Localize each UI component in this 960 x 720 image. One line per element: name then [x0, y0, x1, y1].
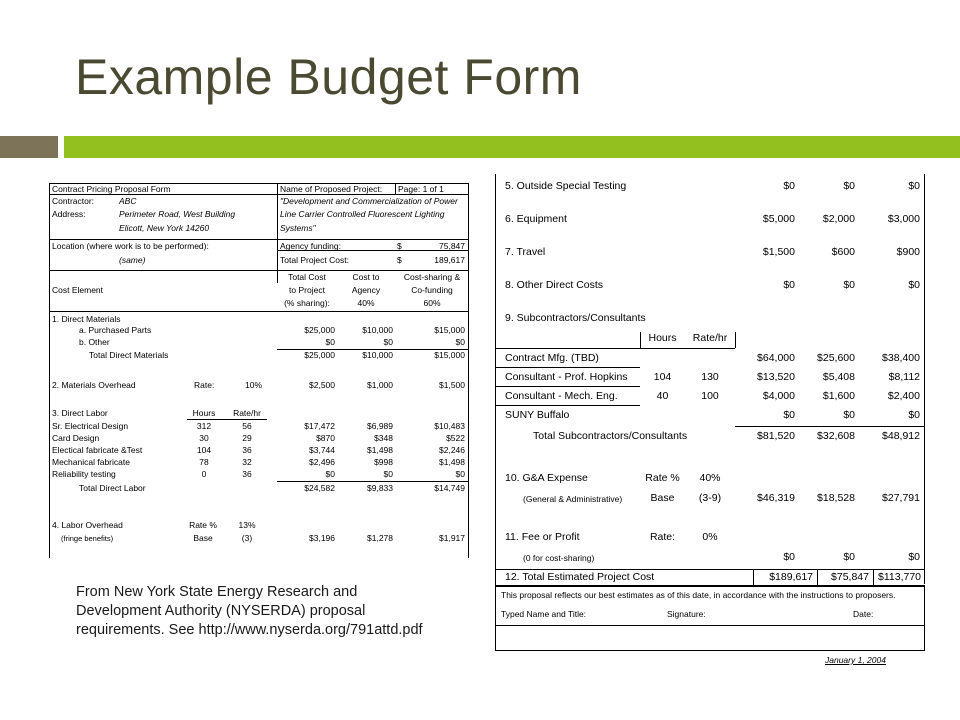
- materials-overhead-total: $2,500: [309, 380, 335, 390]
- cost-row-label: 8. Other Direct Costs: [505, 279, 604, 291]
- direct-labor-row-rate: 36: [242, 469, 252, 479]
- cost-row-total: $5,000: [762, 213, 795, 225]
- form-rule: [49, 311, 469, 312]
- materials-overhead-rate-label: Rate:: [194, 380, 215, 390]
- direct-labor-row-rate: 32: [242, 457, 252, 467]
- subcontractors-total-cofund: $48,912: [882, 430, 920, 442]
- materials-overhead-label: 2. Materials Overhead: [52, 380, 136, 390]
- ga-rate-label: Rate %: [645, 472, 680, 484]
- direct-labor-row-total: $0: [325, 469, 335, 479]
- page-number: Page: 1 of 1: [398, 184, 444, 194]
- direct-materials-row-total: $25,000: [304, 325, 335, 335]
- fee-cofund: $0: [908, 551, 920, 563]
- direct-materials-total-agency: $10,000: [362, 350, 393, 360]
- fee-total: $0: [783, 551, 795, 563]
- subtotal-rule: [735, 426, 925, 427]
- direct-labor-row-cofund: $10,483: [434, 421, 465, 431]
- subcontractor-row-rule: [495, 367, 640, 368]
- labor-overhead-label: 4. Labor Overhead: [52, 520, 123, 530]
- cost-row-cofund: $900: [896, 246, 920, 258]
- direct-labor-row-label: Mechanical fabricate: [52, 457, 130, 467]
- agency-share-percent: 40%: [357, 298, 375, 308]
- labor-header-rule: [187, 419, 267, 420]
- form-border-left: [495, 174, 496, 650]
- footer-border-right: [924, 585, 925, 650]
- direct-labor-row-total: $3,744: [309, 445, 335, 455]
- direct-materials-row-cofund: $15,000: [434, 325, 465, 335]
- direct-labor-row-hours: 312: [196, 421, 212, 431]
- labor-overhead-rate: 13%: [238, 520, 256, 530]
- source-note: [76, 583, 476, 640]
- labor-overhead-base: (3): [241, 533, 253, 543]
- subcontractor-row-rule: [495, 405, 640, 406]
- form-name: Contract Pricing Proposal Form: [52, 184, 171, 194]
- total-bottom-rule: [495, 585, 925, 587]
- direct-labor-row-cofund: $2,246: [439, 445, 465, 455]
- direct-labor-row-agency: $0: [383, 469, 393, 479]
- direct-materials-row-agency: $0: [383, 337, 393, 347]
- budget-form-right: [495, 174, 925, 665]
- subcontractor-row-agency: $0: [843, 409, 855, 421]
- col-header-cost-to: Cost to: [352, 272, 380, 282]
- subcontractor-row-label: Contract Mfg. (TBD): [505, 352, 599, 364]
- col-header-cost-element: Cost Element: [52, 285, 104, 295]
- direct-labor-hours-header: Hours: [192, 408, 216, 418]
- direct-labor-row-rate: 56: [242, 421, 252, 431]
- labor-overhead-sub: (fringe benefits): [61, 534, 114, 543]
- cost-row-agency: $2,000: [822, 213, 855, 225]
- fee-rate-label: Rate:: [649, 531, 676, 543]
- location-value: (same): [119, 255, 146, 265]
- proposal-statement: This proposal reflects our best estimates as of this date, in accordance with the instructions to proposers.: [501, 590, 896, 600]
- direct-materials-row-agency: $10,000: [362, 325, 393, 335]
- direct-labor-row-cofund: $522: [446, 433, 465, 443]
- form-divider-middle: [277, 183, 278, 283]
- direct-labor-row-total: $2,496: [309, 457, 335, 467]
- direct-materials-total-label: Total Direct Materials: [89, 350, 169, 360]
- direct-labor-row-agency: $1,498: [367, 445, 393, 455]
- direct-materials-row-label: a. Purchased Parts: [79, 325, 152, 335]
- cost-row-agency: $600: [831, 246, 855, 258]
- signature-rule: [495, 625, 925, 626]
- typed-name-label: Typed Name and Title:: [501, 609, 587, 619]
- direct-labor-row-hours: 78: [199, 457, 209, 467]
- agency-funding-currency: $: [397, 241, 402, 251]
- project-name-label: Name of Proposed Project:: [280, 184, 383, 194]
- subcontractor-row-rate: 100: [701, 390, 719, 402]
- direct-labor-total: $24,582: [304, 483, 335, 493]
- cost-row-agency: $0: [843, 279, 855, 291]
- col-header-to-project: to Project: [289, 285, 325, 295]
- signature-label: Signature:: [667, 609, 706, 619]
- form-border-right: [924, 174, 925, 584]
- cost-row-label: 7. Travel: [505, 246, 546, 258]
- subcontractors-total: $81,520: [757, 430, 795, 442]
- total-project-cost-currency: $: [397, 255, 402, 265]
- col-header-cost-sharing: Cost-sharing &: [403, 272, 461, 282]
- subcontractor-row-agency: $1,600: [822, 390, 855, 402]
- subcontractor-row-hours: 40: [656, 390, 669, 402]
- cost-row-label: 6. Equipment: [505, 213, 567, 225]
- cost-row-total: $1,500: [762, 246, 795, 258]
- cost-row-total: $0: [783, 180, 795, 192]
- sharing-label: (% sharing):: [284, 298, 330, 308]
- project-name-line-1: "Development and Commercialization of Power: [280, 196, 458, 206]
- total-project-cost-label: Total Project Cost:: [280, 255, 349, 265]
- address-line-2: Elicott, New York 14260: [119, 223, 210, 233]
- direct-labor-total-label: Total Direct Labor: [79, 483, 146, 493]
- subcontractors-total-agency: $32,608: [817, 430, 855, 442]
- materials-overhead-agency: $1,000: [367, 380, 393, 390]
- direct-labor-row-total: $870: [316, 433, 335, 443]
- project-name-line-3: Systems": [280, 223, 316, 233]
- fee-agency: $0: [843, 551, 855, 563]
- subcontractor-row-total: $4,000: [762, 390, 795, 402]
- budget-form-left: [49, 183, 469, 558]
- total-project-cost-value: 189,617: [434, 255, 465, 265]
- subcontractor-row-label: SUNY Buffalo: [505, 409, 570, 421]
- direct-labor-row-cofund: $0: [455, 469, 465, 479]
- slide-title: Example Budget Form: [75, 49, 582, 105]
- subcontractor-row-total: $13,520: [757, 371, 795, 383]
- subcontractors-rate-header: Rate/hr: [692, 332, 728, 344]
- subcontractor-row-total: $0: [783, 409, 795, 421]
- project-name-line-2: Line Carrier Controlled Fluorescent Lighting: [280, 209, 445, 219]
- direct-labor-rate-header: Rate/hr: [233, 408, 261, 418]
- subcontractor-row-rule: [495, 386, 640, 387]
- ga-expense-sub: (General & Administrative): [523, 494, 623, 504]
- fee-label: 11. Fee or Profit: [505, 531, 580, 543]
- total-estimated-cost: $189,617: [769, 571, 813, 583]
- cofund-share-percent: 60%: [423, 298, 441, 308]
- ga-rate: 40%: [699, 472, 721, 484]
- subcontractors-hours-header: Hours: [648, 332, 677, 344]
- fee-rate: 0%: [702, 531, 718, 543]
- form-rule: [49, 239, 469, 240]
- ga-expense-label: 10. G&A Expense: [505, 472, 588, 484]
- total-estimated-cost-cofund: $113,770: [877, 571, 921, 583]
- direct-labor-row-label: Electical fabricate &Test: [52, 445, 143, 455]
- subcontractor-row-cofund: $0: [908, 409, 920, 421]
- cost-row-label: 5. Outside Special Testing: [505, 180, 627, 192]
- ga-base: (3-9): [698, 492, 722, 504]
- ga-cofund: $27,791: [882, 492, 920, 504]
- location-label: Location (where work is to be performed):: [52, 241, 209, 251]
- col-header-agency: Agency: [351, 285, 381, 295]
- labor-overhead-base-label: Base: [193, 533, 213, 543]
- subcontractor-row-cofund: $38,400: [882, 352, 920, 364]
- direct-labor-row-rate: 36: [242, 445, 252, 455]
- grid-line: [735, 332, 736, 348]
- direct-labor-total-agency: $9,833: [367, 483, 393, 493]
- form-divider-page: [395, 183, 396, 194]
- direct-labor-row-rate: 29: [242, 433, 252, 443]
- ga-agency: $18,528: [817, 492, 855, 504]
- cost-row-total: $0: [783, 279, 795, 291]
- subtotal-rule: [277, 481, 469, 482]
- subcontractors-total-label: Total Subcontractors/Consultants: [533, 430, 688, 442]
- labor-overhead-total: $3,196: [309, 533, 335, 543]
- direct-labor-row-agency: $998: [374, 457, 393, 467]
- labor-overhead-agency: $1,278: [367, 533, 393, 543]
- materials-overhead-cofund: $1,500: [439, 380, 465, 390]
- subcontractor-row-agency: $5,408: [822, 371, 855, 383]
- direct-labor-row-hours: 0: [201, 469, 207, 479]
- direct-labor-row-label: Sr. Electrical Design: [52, 421, 129, 431]
- labor-overhead-rate-label: Rate %: [189, 520, 217, 530]
- subcontractor-row-cofund: $2,400: [887, 390, 920, 402]
- labor-overhead-cofund: $1,917: [439, 533, 465, 543]
- total-estimated-cost-label: 12. Total Estimated Project Cost: [505, 571, 655, 583]
- direct-labor-total-cofund: $14,749: [434, 483, 465, 493]
- labor-grid-line: [49, 419, 50, 481]
- form-border-bottom: [495, 650, 925, 651]
- direct-labor-row-agency: $348: [374, 433, 393, 443]
- title-accent-bar-right: [64, 136, 960, 158]
- direct-labor-row-cofund: $1,498: [439, 457, 465, 467]
- agency-funding-value: 75,847: [439, 241, 465, 251]
- direct-materials-row-cofund: $0: [455, 337, 465, 347]
- direct-labor-heading: 3. Direct Labor: [52, 408, 108, 418]
- direct-labor-row-agency: $6,989: [367, 421, 393, 431]
- form-rule: [49, 270, 469, 271]
- address-line-1: Perimeter Road, West Building: [119, 209, 236, 219]
- direct-labor-row-label: Card Design: [52, 433, 100, 443]
- cost-row-cofund: $0: [908, 279, 920, 291]
- date-value: January 1, 2004: [825, 655, 886, 665]
- contractor-label: Contractor:: [52, 196, 95, 206]
- subcontractors-heading: 9. Subcontractors/Consultants: [505, 312, 646, 324]
- cost-row-agency: $0: [843, 180, 855, 192]
- subcontractor-row-rate: 130: [701, 371, 719, 383]
- cost-row-cofund: $0: [908, 180, 920, 192]
- source-line-3: requirements. See http://www.nyserda.org/791attd.pdf: [76, 622, 423, 638]
- address-label: Address:: [52, 209, 86, 219]
- subcontractor-row-total: $64,000: [757, 352, 795, 364]
- subcontractor-row-agency: $25,600: [817, 352, 855, 364]
- direct-labor-row-hours: 30: [199, 433, 209, 443]
- contractor-value: ABC: [119, 196, 137, 206]
- direct-materials-row-total: $0: [325, 337, 335, 347]
- subcontractor-row-hours: 104: [653, 371, 672, 383]
- date-label: Date:: [853, 609, 874, 619]
- direct-materials-total-cofund: $15,000: [434, 350, 465, 360]
- total-top-rule: [495, 569, 925, 570]
- ga-base-label: Base: [650, 492, 675, 504]
- direct-labor-row-label: Reliability testing: [52, 469, 116, 479]
- direct-materials-heading: 1. Direct Materials: [52, 314, 121, 324]
- source-line-2: Development Authority (NYSERDA) proposal: [76, 603, 366, 619]
- subcontractors-header-rule: [495, 348, 735, 349]
- fee-sub: (0 for cost-sharing): [523, 553, 595, 563]
- subcontractor-row-label: Consultant - Prof. Hopkins: [505, 371, 628, 383]
- agency-funding-label: Agency funding:: [280, 241, 341, 251]
- title-accent-bar-left: [0, 136, 58, 158]
- source-line-1: From New York State Energy Research and: [76, 584, 358, 600]
- materials-overhead-rate: 10%: [244, 380, 262, 390]
- subcontractor-row-cofund: $8,112: [888, 371, 920, 383]
- col-header-co-funding: Co-funding: [411, 285, 453, 295]
- ga-total: $46,319: [757, 492, 795, 504]
- subcontractor-row-label: Consultant - Mech. Eng.: [505, 390, 618, 402]
- direct-materials-row-label: b. Other: [79, 337, 110, 347]
- cost-row-cofund: $3,000: [887, 213, 920, 225]
- total-estimated-cost-agency: $75,847: [831, 571, 869, 583]
- col-header-total-cost: Total Cost: [288, 272, 326, 282]
- direct-labor-row-total: $17,472: [304, 421, 335, 431]
- direct-labor-row-hours: 104: [196, 445, 212, 455]
- direct-materials-total: $25,000: [304, 350, 335, 360]
